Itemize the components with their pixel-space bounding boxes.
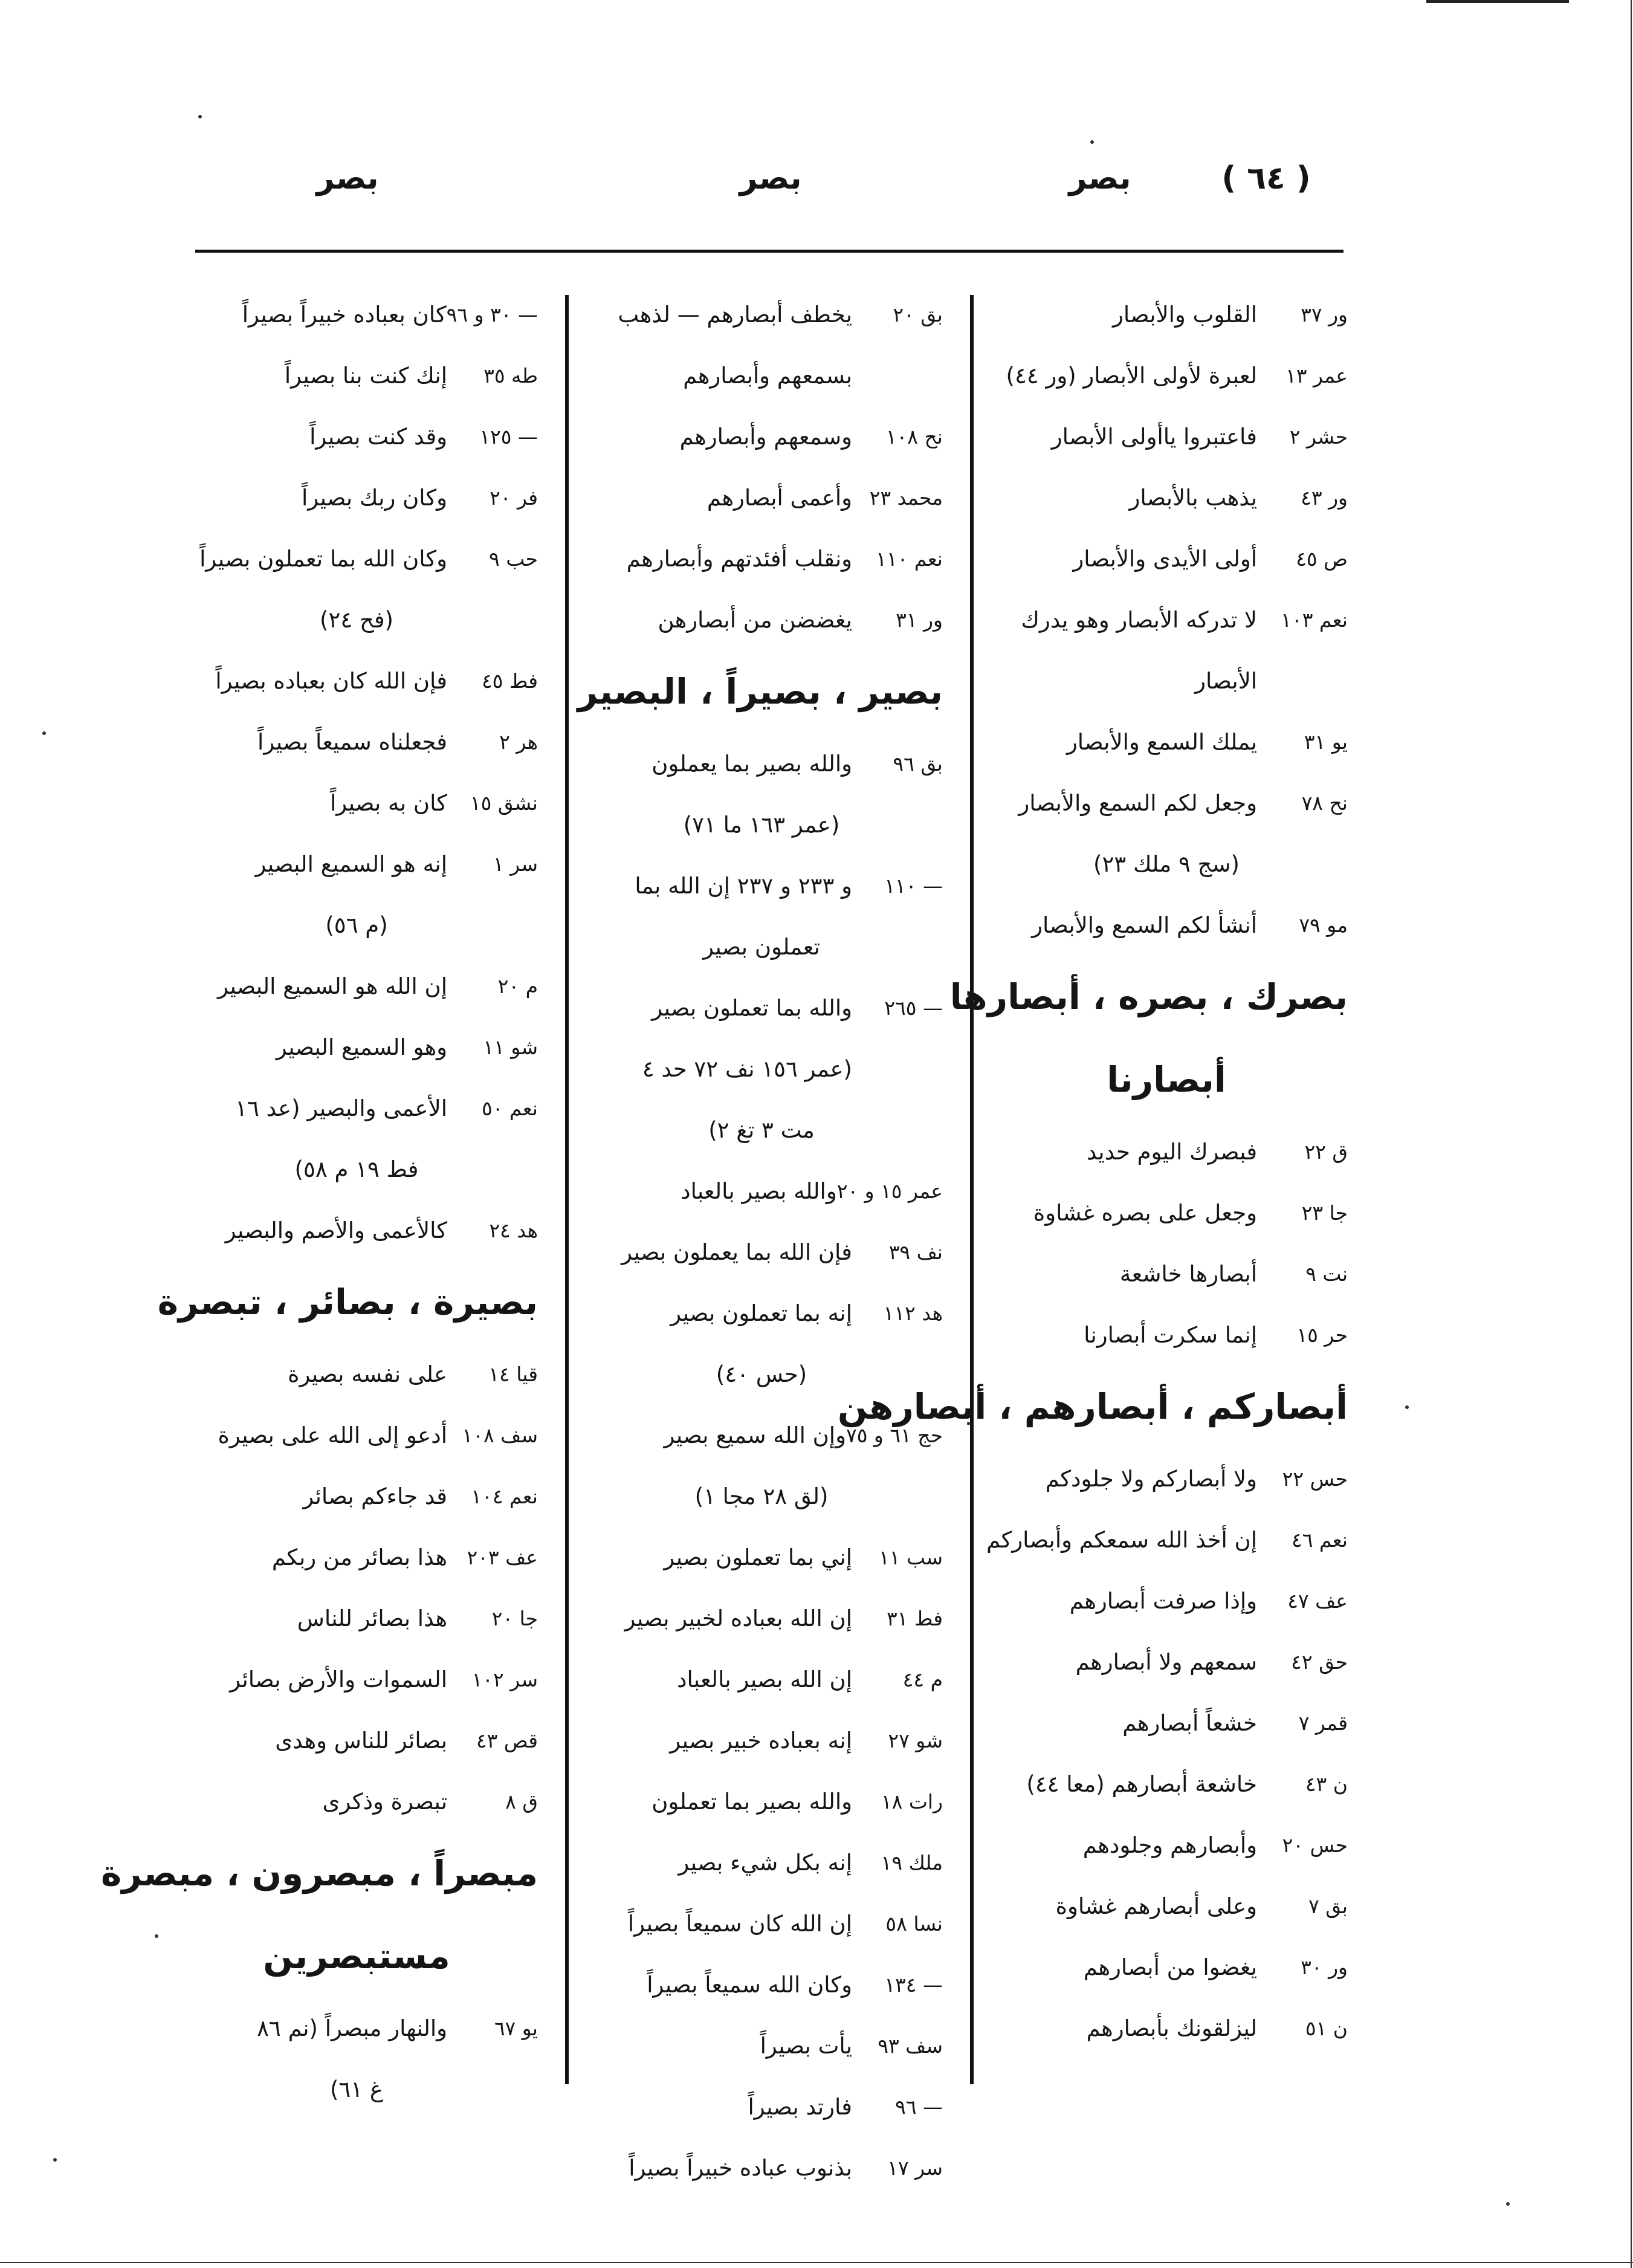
concordance-entry [175,1405,538,1466]
verse-reference: م ٤٤ [902,1668,943,1691]
scan-speck [1506,2202,1510,2206]
verse-reference: عمر ١٣ [1285,364,1348,387]
concordance-entry [985,1570,1348,1631]
concordance-entry [175,773,538,834]
verse-text: خاشعة أبصارهم (معا ٤٤) [1026,1771,1257,1797]
section-heading: بصرك ، بصره ، أبصارها [949,976,1348,1017]
verse-reference: حق ٤٢ [1291,1650,1348,1674]
entry-continuation [175,895,538,956]
verse-reference: بق ٧ [1308,1894,1348,1918]
concordance-entry [175,1527,538,1588]
verse-text: إنك كنت بنا بصيراً [284,363,447,389]
verse-reference: سر ١٧ [887,2156,943,2180]
verse-text: (عمر ١٥٦ نف ٧٢ حد ٤ [642,1056,852,1082]
verse-text: (سج ٩ ملك ٢٣) [1093,851,1240,877]
verse-text: غ ٦١) [329,2076,384,2102]
entry-continuation [985,834,1348,895]
verse-text: يذهب بالأبصار [1129,485,1257,511]
verse-text: ونقلب أفئدتهم وأبصارهم [626,546,852,572]
concordance-entry [175,1998,538,2059]
verse-text: فارتد بصيراً [748,2094,852,2120]
concordance-entry [985,1693,1348,1754]
verse-text: يغضضن من أبصارهن [658,607,852,633]
concordance-entry [985,1876,1348,1937]
verse-text: سمعهم ولا أبصارهم [1075,1649,1257,1675]
verse-reference: م ٢٠ [497,974,538,998]
verse-reference: ور ٤٣ [1301,486,1348,510]
concordance-entry [985,1631,1348,1693]
verse-text: إن الله هو السميع البصير [218,973,447,999]
verse-text: فإن الله كان بعباده بصيراً [215,668,447,694]
concordance-entry [580,589,943,650]
verse-reference: ملك ١٩ [881,1851,943,1874]
verse-text: لعبرة لأولى الأبصار (ور ٤٤) [1006,363,1257,389]
verse-reference: سر ١٠٢ [471,1668,538,1691]
verse-text: (عمر ١٦٣ ما ٧١) [683,812,840,838]
concordance-entry [985,895,1348,956]
concordance-entry [985,406,1348,467]
entry-continuation [580,1344,943,1405]
verse-text: إنه بكل شيء بصير [678,1850,852,1876]
scan-speck [42,731,46,735]
verse-text: فط ١٩ م ٥٨) [294,1156,419,1182]
concordance-entry [985,528,1348,589]
verse-text: والله بصير بالعباد [681,1178,837,1204]
entry-continuation [580,345,943,406]
concordance-entry [175,1771,538,1832]
verse-text: إني بما تعملون بصير [664,1544,852,1570]
verse-text: وأعمى أبصارهم [707,485,852,511]
scan-edge-right [1631,0,1632,2268]
verse-reference: يو ٣١ [1304,730,1348,754]
concordance-entry [580,1710,943,1771]
verse-reference: — ٩٦ [895,2095,943,2119]
scan-speck [1090,140,1094,144]
concordance-entry [580,1283,943,1344]
verse-text: والله بما تعملون بصير [652,995,852,1021]
verse-text: إن الله بعباده لخبير بصير [624,1605,852,1631]
verse-text: وكان الله بما تعملون بصيراً [199,546,447,572]
section-heading: مبصراً ، مبصرون ، مبصرة [101,1853,538,1894]
verse-text: كان بعباده خبيراً بصيراً [242,302,447,328]
verse-text: وكان الله سميعاً بصيراً [647,1972,852,1998]
entry-continuation [175,589,538,650]
verse-text: فجعلناه سميعاً بصيراً [257,729,447,755]
scan-speck [155,1934,158,1938]
scan-speck [198,115,202,118]
verse-reference: — ١٢٥ [479,425,538,449]
verse-reference: قمر ٧ [1298,1711,1348,1735]
concordance-entry [580,528,943,589]
verse-text: والنهار مبصراً (نم ٨٦ [257,2015,447,2041]
scan-edge-bottom [0,2262,1633,2263]
verse-reference: عف ٤٧ [1287,1589,1348,1613]
verse-text: إن الله بصير بالعباد [677,1667,852,1693]
verse-text: الأبصار [1195,668,1257,694]
verse-reference: شو ١١ [483,1035,538,1059]
verse-reference: عف ٢٠٣ [467,1546,538,1569]
verse-text: إن أخذ الله سمعكم وأبصاركم [986,1527,1257,1553]
verse-reference: ور ٣٠ [1301,1955,1348,1979]
concordance-entry [580,1405,943,1466]
concordance-entry [580,977,943,1038]
verse-reference: حج ٦١ و ٧٥ [846,1424,943,1447]
verse-text: والله بصير بما تعملون [652,1789,852,1815]
verse-reference: نعم ٥٠ [481,1097,538,1120]
concordance-entry [175,711,538,773]
concordance-entry [580,1161,943,1222]
concordance-entry [175,834,538,895]
concordance-entry [580,2137,943,2198]
verse-reference: طه ٣٥ [483,364,538,387]
scan-speck [53,2158,57,2162]
verse-text: بذنوب عباده خبيراً بصيراً [629,2155,852,2181]
verse-reference: سف ٩٣ [878,2034,943,2058]
verse-text: وكان ربك بصيراً [301,485,447,511]
section-heading: مستبصرين [263,1936,450,1977]
verse-reference: رات ١٨ [881,1790,943,1813]
concordance-entry [985,345,1348,406]
verse-reference: هد ١١٢ [883,1301,943,1325]
verse-text: هذا بصائر من ربكم [271,1544,447,1570]
verse-text: (م ٥٦) [325,912,388,938]
verse-text: السموات والأرض بصائر [230,1667,447,1693]
verse-reference: حس ٢٢ [1282,1467,1348,1491]
verse-text: يغضوا من أبصارهم [1083,1954,1257,1980]
verse-text: يأت بصيراً [760,2033,852,2059]
verse-reference: ن ٥١ [1305,2017,1348,2040]
header-word-middle: بصر [739,160,802,196]
entry-continuation [175,2059,538,2120]
verse-text: أدعو إلى الله على بصيرة [218,1422,447,1448]
verse-reference: — ٢٦٥ [884,996,943,1020]
verse-text: وجعل على بصره غشاوة [1033,1200,1257,1226]
verse-text: بسمعهم وأبصارهم [683,363,852,389]
verse-reference: نعم ١٠٣ [1281,608,1348,632]
concordance-entry [580,1527,943,1588]
verse-reference: جا ٢٣ [1301,1201,1348,1225]
verse-reference: سف ١٠٨ [462,1424,538,1447]
verse-reference: نف ٣٩ [888,1240,943,1264]
verse-reference: نعم ١٠٤ [471,1485,538,1508]
verse-text: إنه بعباده خبير بصير [670,1728,852,1754]
verse-text: إنه بما تعملون بصير [670,1300,852,1326]
verse-reference: فط ٤٥ [481,669,538,693]
concordance-entry [985,589,1348,650]
verse-text: كان به بصيراً [330,790,447,816]
column-divider-left [565,295,569,2084]
verse-reference: محمد ٢٣ [869,486,943,510]
header-word-left: بصر [316,160,379,196]
verse-reference: بق ٩٦ [893,752,943,776]
concordance-entry [580,1893,943,1954]
verse-text: أنشأ لكم السمع والأبصار [1032,912,1257,938]
verse-reference: ن ٤٣ [1305,1772,1348,1796]
verse-text: هذا بصائر للناس [297,1605,447,1631]
top-corner-rule [1426,0,1569,3]
concordance-entry [985,1754,1348,1815]
verse-text: بصائر للناس وهدى [275,1728,447,1754]
verse-reference: حشر ٢ [1289,425,1348,449]
entry-continuation [580,916,943,977]
concordance-entry [175,1588,538,1649]
concordance-entry [580,467,943,528]
concordance-entry [175,1710,538,1771]
verse-reference: نعم ٤٦ [1291,1528,1348,1552]
verse-reference: نح ٧٨ [1301,791,1348,815]
concordance-entry [985,1937,1348,1998]
verse-reference: — ١١٠ [884,874,943,898]
verse-text: لا تدركه الأبصار وهو يدرك [1021,607,1257,633]
concordance-entry [175,1344,538,1405]
concordance-entry [985,1509,1348,1570]
verse-reference: نح ١٠٨ [885,425,943,449]
verse-text: إنما سكرت أبصارنا [1084,1322,1257,1348]
verse-text: وعلى أبصارهم غشاوة [1055,1893,1257,1919]
verse-text: وجعل لكم السمع والأبصار [1018,790,1257,816]
verse-text: كالأعمى والأصم والبصير [225,1217,447,1243]
verse-text: (لق ٢٨ مجا ١) [694,1483,829,1509]
concordance-entry [985,467,1348,528]
verse-text: فبصرك اليوم حديد [1086,1139,1257,1165]
verse-text: قد جاءكم بصائر [303,1483,447,1509]
verse-reference: سر ١ [493,852,538,876]
concordance-entry [580,1222,943,1283]
entry-continuation [580,1038,943,1100]
verse-reference: قص ٤٣ [476,1729,538,1752]
verse-text: يملك السمع والأبصار [1066,729,1257,755]
section-heading: بصير ، بصيراً ، البصير [577,671,943,712]
entry-continuation [175,1139,538,1200]
concordance-entry [175,528,538,589]
concordance-entry [580,284,943,345]
verse-text: مت ٣ تغ ٢) [708,1117,815,1143]
concordance-entry [580,1649,943,1710]
concordance-entry [985,773,1348,834]
verse-reference: — ٣٠ و ٩٦ [446,303,538,326]
page-number: ( ٦٤ ) [1221,160,1311,196]
verse-text: تبصرة وذكرى [322,1789,447,1815]
concordance-entry [175,284,538,345]
section-heading: بصيرة ، بصائر ، تبصرة [157,1281,538,1323]
column-middle [577,284,943,2181]
column-divider-right [970,295,974,2084]
verse-reference: هد ٢٤ [489,1219,538,1242]
concordance-entry [580,733,943,794]
concordance-entry [175,406,538,467]
concordance-entry [985,711,1348,773]
concordance-entry [580,2015,943,2076]
verse-reference: ص ٤٥ [1296,547,1348,571]
verse-text: يخطف أبصارهم — لذهب [618,302,852,328]
concordance-entry [580,855,943,916]
entry-continuation [580,1100,943,1161]
concordance-entry [175,956,538,1017]
concordance-entry [985,1182,1348,1243]
concordance-entry [580,406,943,467]
verse-reference: نشق ١٥ [470,791,538,815]
verse-text: إن الله كان سميعاً بصيراً [627,1911,852,1937]
scan-speck [1405,1405,1409,1409]
verse-text: فاعتبروا ياأولى الأبصار [1051,424,1257,450]
verse-reference: نسا ٥٨ [885,1912,943,1936]
verse-reference: يو ٦٧ [494,2017,538,2040]
concordance-entry [175,1078,538,1139]
verse-text: وأبصارهم وجلودهم [1082,1832,1257,1858]
verse-text: ليزلقونك بأبصارهم [1086,2015,1257,2041]
concordance-entry [175,1200,538,1261]
concordance-entry [985,1121,1348,1182]
verse-text: الأعمى والبصير (عد ١٦ [235,1095,447,1121]
verse-reference: حب ٩ [488,547,538,571]
verse-text: وسمعهم وأبصارهم [679,424,852,450]
concordance-entry [580,1954,943,2015]
verse-reference: حر ١٥ [1296,1323,1348,1347]
verse-reference: ق ٢٢ [1304,1140,1348,1164]
concordance-entry [175,467,538,528]
concordance-entry [580,2076,943,2137]
verse-reference: جا ٢٠ [491,1607,538,1630]
verse-text: وهو السميع البصير [276,1034,447,1060]
concordance-entry [985,284,1348,345]
verse-reference: هر ٢ [499,730,538,754]
concordance-entry [580,1588,943,1649]
header-rule [195,250,1344,253]
verse-reference: حس ٢٠ [1282,1833,1348,1857]
concordance-entry [175,650,538,711]
verse-reference: فر ٢٠ [490,486,538,510]
concordance-entry [175,1649,538,1710]
concordance-entry [985,1815,1348,1876]
verse-text: و ٢٣٣ و ٢٣٧ إن الله بما [635,873,852,899]
verse-text: أولى الأيدى والأبصار [1073,546,1257,572]
verse-text: والله بصير بما يعملون [652,751,852,777]
verse-reference: نعم ١١٠ [876,547,943,571]
verse-text: على نفسه بصيرة [288,1361,447,1387]
concordance-entry [985,1304,1348,1366]
entry-continuation [580,794,943,855]
section-heading: أبصاركم ، أبصارهم ، أبصارهن [837,1386,1348,1427]
concordance-entry [580,1771,943,1832]
verse-text: القلوب والأبصار [1112,302,1257,328]
verse-text: وإذا صرفت أبصارهم [1069,1588,1257,1614]
verse-text: تعملون بصير [703,934,820,960]
verse-reference: نت ٩ [1305,1262,1348,1286]
verse-text: (فح ٢٤) [320,607,393,633]
verse-reference: مو ٧٩ [1299,913,1348,937]
column-left [101,284,538,2102]
concordance-entry [985,1243,1348,1304]
concordance-entry [985,1448,1348,1509]
verse-reference: فط ٣١ [886,1607,943,1630]
verse-text: ولا أبصاركم ولا جلودكم [1045,1466,1257,1492]
entry-continuation [985,650,1348,711]
verse-text: وقد كنت بصيراً [309,424,447,450]
verse-reference: — ١٣٤ [884,1973,943,1997]
verse-text: فإن الله بما يعملون بصير [621,1239,852,1265]
verse-text: أبصارها خاشعة [1119,1261,1257,1287]
header-word-right: بصر [1069,160,1131,196]
verse-reference: ور ٣٧ [1301,303,1348,326]
concordance-entry [175,1466,538,1527]
verse-reference: عمر ١٥ و ٢٠ [836,1179,943,1203]
concordance-entry [985,1998,1348,2059]
verse-reference: سب ١١ [879,1546,943,1569]
concordance-entry [580,1832,943,1893]
verse-reference: بق ٢٠ [893,303,943,326]
concordance-entry [175,345,538,406]
verse-text: إنه هو السميع البصير [255,851,447,877]
verse-text: (حس ٤٠) [716,1361,807,1387]
concordance-entry [175,1017,538,1078]
verse-reference: قيا ١٤ [488,1362,538,1386]
verse-text: خشعاً أبصارهم [1122,1710,1257,1736]
section-heading: أبصارنا [1107,1059,1226,1100]
verse-text: وإن الله سميع بصير [664,1422,846,1448]
entry-continuation [580,1466,943,1527]
verse-reference: ور ٣١ [896,608,943,632]
verse-reference: ق ٨ [505,1790,538,1813]
verse-reference: شو ٢٧ [888,1729,943,1752]
